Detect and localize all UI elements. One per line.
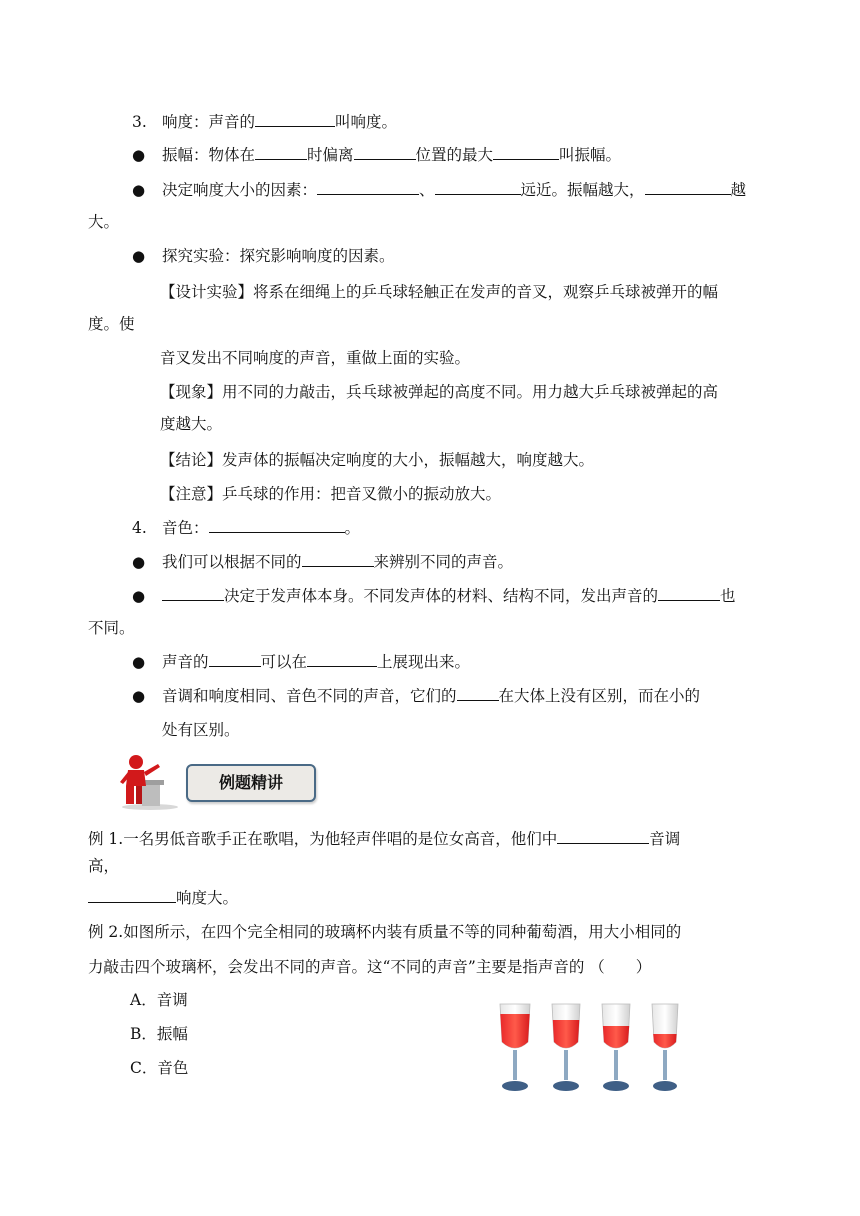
answer-blank[interactable]	[435, 180, 521, 195]
answer-blank[interactable]	[255, 145, 307, 160]
timbre-line-2-cont: 不同。	[88, 619, 135, 637]
text: 。	[344, 519, 361, 537]
factors-line-cont: 大。	[88, 213, 120, 231]
bullet-icon: ●	[132, 553, 146, 571]
example-1-line-1	[88, 829, 680, 849]
text: 振幅：物体在	[162, 146, 256, 164]
text: 可以在	[260, 653, 308, 671]
design-line-2: 度。使	[88, 315, 135, 333]
text: 决定响度大小的因素：	[162, 181, 318, 199]
answer-blank[interactable]	[88, 888, 176, 903]
text: 探究实验：探究影响响度的因素。	[162, 247, 395, 265]
text: 时偏离	[307, 146, 354, 164]
option-c[interactable]: C．音色	[130, 1059, 189, 1077]
text: 叫振幅。	[559, 146, 622, 164]
design-line-1: 【设计实验】将系在细绳上的乒乓球轻触正在发声的音叉，观察乒乓球被弹开的幅	[160, 283, 719, 301]
answer-blank[interactable]	[354, 145, 416, 160]
glass-4	[652, 1004, 678, 1091]
text: 、	[419, 181, 435, 199]
text: 上展现出来。	[377, 653, 471, 671]
design-line-3: 音叉发出不同响度的声音，重做上面的实验。	[160, 349, 471, 367]
text: 远近。振幅越大，	[520, 181, 645, 199]
example-2-line-1: 例 2.如图所示，在四个完全相同的玻璃杯内装有质量不等的同种葡萄酒，用大小相同的	[88, 923, 682, 941]
timbre-line-2	[132, 586, 736, 606]
text: 响度大。	[176, 889, 239, 907]
amplitude-line	[132, 145, 621, 165]
explore-line	[132, 246, 395, 266]
answer-blank[interactable]	[658, 586, 720, 601]
answer-blank[interactable]	[302, 552, 374, 567]
answer-blank[interactable]	[255, 112, 335, 127]
answer-blank[interactable]	[307, 652, 377, 667]
answer-blank[interactable]	[457, 686, 499, 701]
timbre-line-4	[132, 686, 700, 706]
timbre-line-3	[132, 652, 470, 672]
text: 响度：声音的	[162, 113, 256, 131]
bullet-icon: ●	[132, 181, 146, 199]
answer-blank[interactable]	[493, 145, 559, 160]
answer-blank[interactable]	[557, 829, 649, 844]
bullet-icon: ●	[132, 146, 146, 164]
section-number: 4.	[132, 519, 147, 537]
bullet-icon: ●	[132, 687, 146, 705]
text: 音调	[649, 830, 681, 848]
phenomenon-line-1: 【现象】用不同的力敲击，兵乓球被弹起的高度不同。用力越大乒乓球被弹起的高	[160, 383, 719, 401]
example-1-line-2: 高，	[88, 857, 120, 875]
bullet-icon: ●	[132, 587, 146, 605]
phenomenon-line-2: 度越大。	[160, 415, 223, 433]
text: 例 1.一名男低音歌手正在歌唱，为他轻声伴唱的是位女高音，他们中	[88, 830, 558, 848]
wine-glasses-image	[492, 998, 692, 1096]
text: 也	[720, 587, 736, 605]
text: 在大体上没有区别，而在小的	[498, 687, 701, 705]
glass-3	[602, 1004, 630, 1091]
text: 我们可以根据不同的	[162, 553, 302, 571]
example-banner	[118, 752, 318, 810]
text: 音色：	[162, 519, 209, 537]
text: 音调和响度相同、音色不同的声音，它们的	[162, 687, 457, 705]
text: 位置的最大	[415, 146, 494, 164]
example-1-line-3	[88, 888, 238, 908]
answer-blank[interactable]	[317, 180, 419, 195]
glass-2	[552, 1004, 580, 1091]
timbre-line-4-cont: 处有区别。	[162, 721, 240, 739]
option-b[interactable]: B．振幅	[130, 1025, 188, 1043]
note-line: 【注意】乒乓球的作用：把音叉微小的振动放大。	[160, 485, 502, 503]
answer-blank[interactable]	[209, 518, 345, 533]
factors-line	[132, 180, 746, 200]
example-banner-title: 例题精讲	[186, 764, 316, 802]
option-a[interactable]: A．音调	[130, 991, 188, 1009]
text: 越	[730, 181, 747, 199]
conclusion-line: 【结论】发声体的振幅决定响度的大小，振幅越大，响度越大。	[160, 451, 595, 469]
text: 叫响度。	[335, 113, 398, 131]
text: 声音的	[162, 653, 209, 671]
answer-blank[interactable]	[645, 180, 731, 195]
answer-blank[interactable]	[162, 586, 224, 601]
section-number: 3.	[132, 113, 147, 131]
section-4-line	[132, 518, 360, 538]
section-3-line	[132, 112, 397, 132]
text: 决定于发声体本身。不同发声体的材料、结构不同，发出声音的	[224, 587, 659, 605]
text: 来辨别不同的声音。	[373, 553, 514, 571]
timbre-line-1	[132, 552, 513, 572]
answer-blank[interactable]	[209, 652, 261, 667]
bullet-icon: ●	[132, 653, 146, 671]
presenter-icon	[118, 752, 188, 810]
glass-1	[500, 1004, 530, 1091]
bullet-icon: ●	[132, 247, 146, 265]
example-2-line-2: 力敲击四个玻璃杯，会发出不同的声音。这“不同的声音”主要是指声音的 （ ）	[88, 958, 652, 976]
